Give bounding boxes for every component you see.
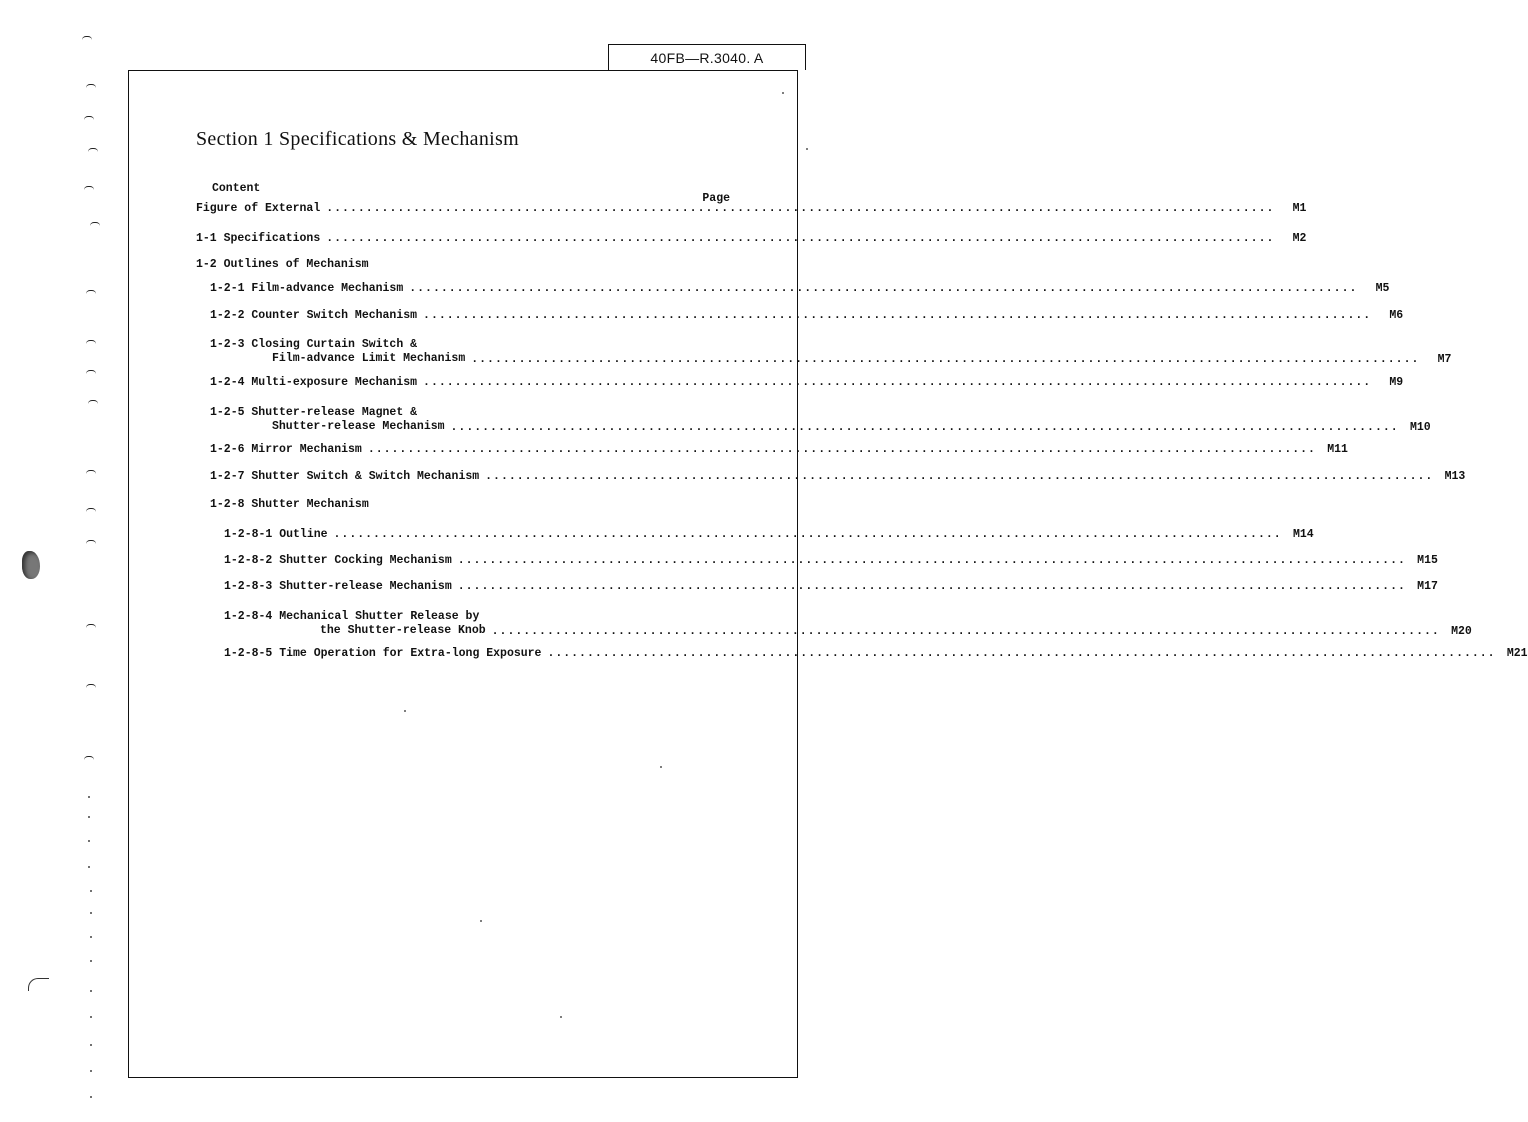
toc-entry-page: M5: [1375, 282, 1390, 295]
binder-mark: [86, 684, 96, 688]
binder-mark: [86, 340, 96, 344]
toc-entry: [210, 309, 1404, 322]
toc-leader-dots: ........................................................................................................................: [333, 528, 1282, 541]
toc-leader-dots: ........................................................................................................................: [471, 353, 1420, 366]
toc-entry: [210, 338, 1452, 366]
toc-leader-dots: ........................................................................................................................: [367, 443, 1316, 456]
toc-entry-page: M21: [1506, 647, 1528, 660]
toc-entry-label: Figure of External: [196, 202, 321, 215]
toc-entry-page: M7: [1437, 353, 1452, 366]
toc-entry-label-wrap: [210, 406, 445, 434]
page-frame: [128, 70, 798, 1078]
toc-entry: [210, 498, 732, 511]
toc-entry-page: M14: [1292, 528, 1314, 541]
toc-entry-label: 1-2-2 Counter Switch Mechanism: [210, 309, 418, 322]
toc-entry-label: 1-2-3 Closing Curtain Switch &: [210, 338, 418, 351]
toc-entry-label: 1-2-6 Mirror Mechanism: [210, 443, 362, 456]
toc-entry-label: 1-2-8-1 Outline: [224, 528, 328, 541]
toc-content-label: Content: [212, 182, 261, 195]
toc-entry-label: 1-2-4 Multi-exposure Mechanism: [210, 376, 418, 389]
toc-entry-label: 1-2-1 Film-advance Mechanism: [210, 282, 404, 295]
binder-mark: [86, 84, 96, 88]
toc-entry-label-wrap: [210, 338, 465, 366]
binder-mark: [90, 222, 100, 226]
document-id: 40FB—R.3040. A: [608, 44, 806, 70]
toc-entry: [196, 258, 732, 271]
toc-entry-page: M10: [1409, 421, 1431, 434]
toc-entry: [224, 610, 1472, 638]
binder-mark: [86, 624, 96, 628]
toc-leader-dots: ........................................................................................................................: [457, 580, 1406, 593]
toc-entry: [196, 202, 1307, 215]
toc-entry-page: M15: [1417, 554, 1438, 567]
toc-leader-dots: ........................................................................................................................: [326, 202, 1275, 215]
toc-entry-page: M2: [1292, 232, 1307, 245]
toc-leader-dots: ........................................................................................................................: [450, 421, 1399, 434]
binder-hole: [22, 551, 40, 579]
binder-mark: [86, 470, 96, 474]
toc-entry: [210, 282, 1390, 295]
binder-mark: [86, 370, 96, 374]
toc-entry-label: 1-2-8-2 Shutter Cocking Mechanism: [224, 554, 452, 567]
toc-leader-dots: ........................................................................................................................: [423, 376, 1372, 389]
toc-entry: [224, 580, 1438, 593]
binder-mark: [86, 540, 96, 544]
toc-entry-label-continued: Film-advance Limit Mechanism: [272, 352, 466, 365]
toc-leader-dots: ........................................................................................................................: [326, 232, 1275, 245]
toc-leader-dots: ........................................................................................................................: [491, 625, 1440, 638]
toc-leader-dots: ........................................................................................................................: [485, 470, 1434, 483]
toc-entry-label: 1-2-8-3 Shutter-release Mechanism: [224, 580, 452, 593]
binder-mark: [84, 186, 94, 190]
toc-entry-label: 1-2-8-5 Time Operation for Extra-long Exposure: [224, 647, 542, 660]
binder-mark: [88, 400, 98, 404]
toc-leader-dots: ........................................................................................................................: [457, 554, 1406, 567]
binder-mark: [82, 36, 92, 40]
toc-entry-label: 1-2-5 Shutter-release Magnet &: [210, 406, 418, 419]
binder-mark: [86, 508, 96, 512]
toc-page-label: Page: [702, 192, 730, 205]
binder-mark: [88, 148, 98, 152]
toc-entry-page: M20: [1451, 625, 1472, 638]
toc-entry-label-continued: the Shutter-release Knob: [320, 624, 486, 637]
toc-entry: [210, 376, 1404, 389]
toc-entry-label: 1-2-8-4 Mechanical Shutter Release by: [224, 610, 480, 623]
toc-entry-label: 1-2-7 Shutter Switch & Switch Mechanism: [210, 470, 480, 483]
toc-entry: [210, 406, 1431, 434]
binder-mark: [84, 756, 94, 760]
toc-entry: [224, 554, 1438, 567]
toc-entry-label: 1-2 Outlines of Mechanism: [196, 258, 369, 271]
toc-entry-label: 1-2-8 Shutter Mechanism: [210, 498, 369, 511]
binder-mark: [84, 116, 94, 120]
toc-entry-page: M17: [1417, 580, 1438, 593]
binder-ring-mark: [28, 978, 49, 991]
toc-leader-dots: ........................................................................................................................: [409, 282, 1358, 295]
toc-entry-page: M9: [1389, 376, 1404, 389]
toc-entry: [196, 232, 1307, 245]
toc-leader-dots: ........................................................................................................................: [547, 647, 1496, 660]
section-title: Section 1 Specifications & Mechanism: [196, 128, 519, 150]
toc-entry-page: M6: [1389, 309, 1404, 322]
toc-entry: [210, 443, 1348, 456]
toc-entry: [210, 470, 1466, 483]
binder-mark: [86, 290, 96, 294]
toc-entry: [224, 647, 1528, 660]
toc-entry-page: M13: [1444, 470, 1466, 483]
toc-entry-page: M11: [1327, 443, 1348, 456]
toc-entry-page: M1: [1292, 202, 1307, 215]
toc-leader-dots: ........................................................................................................................: [423, 309, 1372, 322]
toc-entry-label-continued: Shutter-release Mechanism: [272, 420, 445, 433]
toc-entry-label: 1-1 Specifications: [196, 232, 321, 245]
toc-entry-label-wrap: [224, 610, 486, 638]
toc-entry: [224, 528, 1314, 541]
